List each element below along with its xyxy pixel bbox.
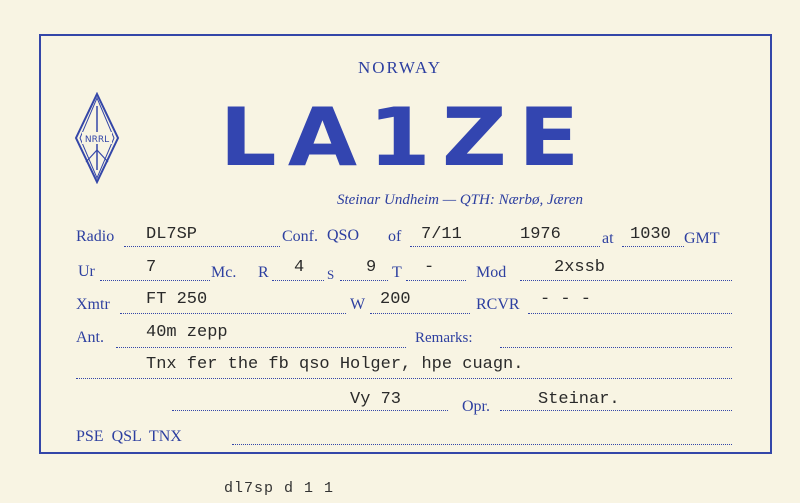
r-value: 4	[294, 258, 305, 277]
xmtr-label: Xmtr	[76, 296, 110, 313]
pse-line	[232, 444, 732, 445]
ant-value: 40m zepp	[146, 323, 228, 342]
t-line	[406, 280, 466, 281]
ant-label: Ant.	[76, 329, 104, 346]
opr-label: Opr.	[462, 398, 490, 415]
r-label: R	[258, 264, 269, 281]
mod-label: Mod	[476, 264, 507, 281]
mc-label: Mc.	[211, 264, 237, 281]
remarks-line-2	[76, 378, 732, 379]
country-name: NORWAY	[357, 58, 443, 77]
band-value: 7	[146, 258, 157, 277]
s-line	[340, 280, 388, 281]
r-line	[272, 280, 324, 281]
callsign: LA1ZE	[219, 91, 591, 184]
remarks-text: Tnx fer the fb qso Holger, hpe cuagn.	[146, 355, 524, 374]
opr-value: Steinar.	[538, 390, 620, 409]
date-line	[410, 246, 600, 247]
year-value: 1976	[520, 225, 561, 244]
rcvr-label: RCVR	[476, 296, 520, 313]
conf-value: QSO	[327, 227, 360, 244]
w-value: 200	[380, 290, 411, 309]
remarks-label: Remarks:	[415, 330, 473, 346]
radio-label: Radio	[76, 228, 115, 245]
time-line	[622, 246, 684, 247]
conf-label: Conf.	[282, 228, 318, 245]
t-value: -	[424, 258, 435, 277]
operator-line: Steinar Undheim — QTH: Nærbø, Jæren	[336, 192, 584, 208]
radio-line	[124, 246, 280, 247]
at-label: at	[602, 230, 614, 247]
ur-label: Ur	[78, 263, 95, 280]
w-line	[370, 313, 470, 314]
time-value: 1030	[630, 225, 671, 244]
nrrl-logo	[74, 92, 120, 184]
closing-line	[172, 410, 448, 411]
ur-line	[100, 280, 210, 281]
rcvr-line	[528, 313, 732, 314]
ant-line	[116, 347, 406, 348]
footnote: dl7sp d 1 1	[224, 480, 335, 497]
w-label: W	[350, 296, 366, 313]
xmtr-value: FT 250	[146, 290, 208, 309]
of-label: of	[388, 228, 402, 245]
mod-line	[520, 280, 732, 281]
s-value: 9	[366, 258, 377, 277]
s-label: S	[327, 267, 335, 282]
rcvr-value: - - -	[540, 290, 592, 309]
remarks-line	[500, 347, 732, 348]
mod-value: 2xssb	[554, 258, 606, 277]
xmtr-line	[120, 313, 346, 314]
logo-text: NRRL	[84, 135, 110, 145]
closing-value: Vy 73	[350, 390, 402, 409]
opr-line	[500, 410, 732, 411]
gmt-label: GMT	[684, 230, 720, 247]
date-value: 7/11	[421, 225, 462, 244]
radio-value: DL7SP	[146, 225, 198, 244]
pse-qsl-label: PSE QSL TNX	[76, 428, 182, 445]
t-label: T	[392, 264, 402, 281]
